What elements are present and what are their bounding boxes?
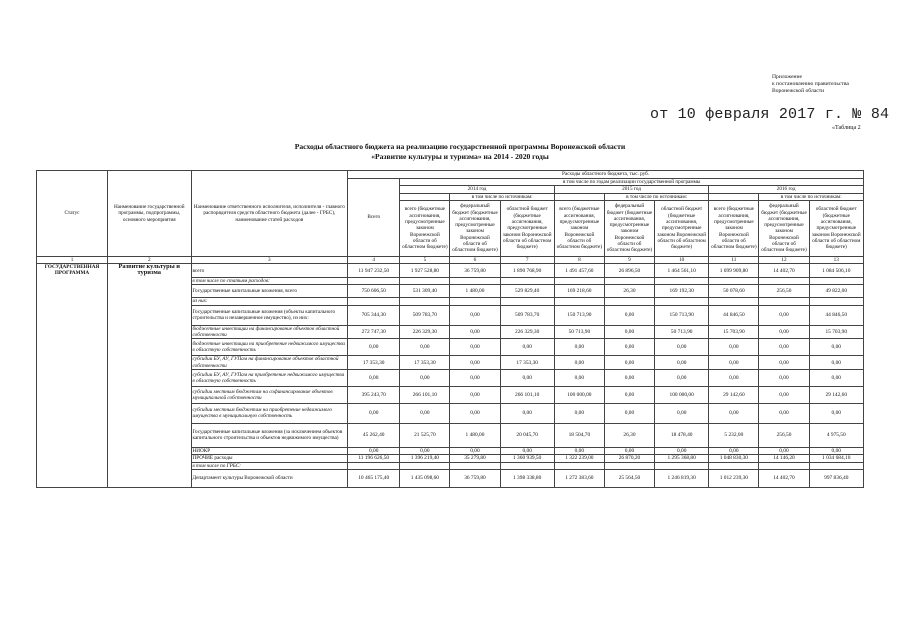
value-cell (655, 462, 709, 469)
value-cell: 0,00 (604, 356, 654, 370)
value-cell: 0,00 (759, 356, 809, 370)
column-number: 10 (655, 256, 709, 263)
value-cell: 0,00 (759, 403, 809, 423)
value-cell (500, 462, 554, 469)
value-cell: 509 783,70 (400, 305, 450, 325)
value-cell: 0,00 (554, 369, 604, 386)
value-cell: 20 045,70 (500, 423, 554, 447)
value-cell: 0,00 (709, 339, 759, 356)
table-row (37, 264, 864, 278)
value-cell: 45 262,40 (348, 423, 400, 447)
value-cell: 0,00 (450, 325, 500, 339)
row-label: Государственные капитальные вложения, всего (191, 285, 348, 298)
value-cell: 1 890 768,90 (500, 264, 554, 278)
row-label: НИОКР (191, 447, 348, 454)
subheader-total: всего (бюджетные ассигнования, предусмотренные законом Воронежской области об областном бюджете) (709, 200, 759, 256)
column-number: 12 (759, 256, 809, 263)
header-sources: в том числе по источникам: (450, 193, 554, 200)
value-cell: 1 360 939,50 (500, 455, 554, 462)
value-cell: 0,00 (450, 369, 500, 386)
value-cell: 1 396 219,40 (400, 455, 450, 462)
value-cell: 14 146,20 (759, 455, 809, 462)
header-status: Статус (37, 171, 108, 257)
column-number: 9 (604, 256, 654, 263)
value-cell: 226 329,30 (500, 325, 554, 339)
header-expenditure-group: Расходы областного бюджета, тыс. руб. (348, 171, 864, 179)
value-cell: 35 279,80 (450, 455, 500, 462)
value-cell: 256,50 (759, 285, 809, 298)
row-label: в том числе по ГРБС: (191, 462, 348, 469)
value-cell: 1 034 684,10 (809, 455, 863, 462)
value-cell: 0,00 (400, 339, 450, 356)
subheader-regional: областной бюджет (бюджетные ассигнования, предусмотренные законом Воронежской области об областном бюджете) (809, 200, 863, 256)
value-cell: 150 713,90 (554, 305, 604, 325)
value-cell: 0,00 (348, 369, 400, 386)
value-cell: 0,00 (604, 403, 654, 423)
value-cell: 15 703,90 (709, 325, 759, 339)
value-cell (400, 278, 450, 285)
value-cell: 18 478,40 (655, 423, 709, 447)
row-label: субсидии БУ, АУ, ГУПам на приобретение недвижимого имущества в областную собственность (191, 369, 348, 386)
value-cell: 26,30 (604, 423, 654, 447)
value-cell: 1 491 457,60 (554, 264, 604, 278)
value-cell: 0,00 (759, 369, 809, 386)
column-numbers-row (37, 256, 864, 263)
value-cell: 14 402,70 (759, 264, 809, 278)
value-cell (604, 462, 654, 469)
value-cell (554, 462, 604, 469)
column-number: 2 (107, 256, 191, 263)
appendix-note (772, 74, 897, 95)
value-cell: 0,00 (655, 447, 709, 454)
value-cell (604, 278, 654, 285)
subheader-total: всего (бюджетные ассигнования, предусмотренные законом Воронежской области об областном бюджете) (400, 200, 450, 256)
subheader-federal: федеральный бюджет (бюджетные ассигнования, предусмотренные законом Воронежской области об областном бюджете) (450, 200, 500, 256)
value-cell: 0,00 (709, 447, 759, 454)
header-total: Всего (348, 179, 400, 257)
value-cell: 1 272 383,60 (554, 469, 604, 487)
header-program-name: Наименование государственной программы, подпрограммы, основного мероприятия (107, 171, 191, 257)
value-cell: 169 192,30 (655, 285, 709, 298)
value-cell (655, 278, 709, 285)
row-label: Государственные капитальные вложения (за исключением объектов капитального строительства и объектов недвижимого имущества) (191, 423, 348, 447)
value-cell: 0,00 (604, 386, 654, 403)
value-cell (450, 298, 500, 305)
value-cell: 25 564,50 (604, 469, 654, 487)
value-cell: 0,00 (500, 447, 554, 454)
expenditure-table (36, 170, 864, 488)
value-cell: 0,00 (709, 403, 759, 423)
value-cell: 1 322 239,00 (554, 455, 604, 462)
value-cell (809, 278, 863, 285)
appendix-line: Воронежской области (772, 88, 825, 94)
value-cell: 1 398 338,80 (500, 469, 554, 487)
value-cell: 0,00 (554, 403, 604, 423)
value-cell: 18 504,70 (554, 423, 604, 447)
value-cell (759, 462, 809, 469)
column-number: 3 (191, 256, 348, 263)
value-cell: 29 142,60 (809, 386, 863, 403)
column-number: 8 (554, 256, 604, 263)
row-label: всего (191, 264, 348, 278)
column-number: 13 (809, 256, 863, 263)
value-cell: 0,00 (348, 403, 400, 423)
value-cell: 750 606,50 (348, 285, 400, 298)
value-cell: 1 048 830,30 (709, 455, 759, 462)
value-cell: 36 759,80 (450, 264, 500, 278)
appendix-line: к постановлению правительства (772, 81, 849, 87)
value-cell: 26 896,50 (604, 264, 654, 278)
value-cell: 17 353,30 (500, 356, 554, 370)
value-cell (759, 278, 809, 285)
value-cell: 4 975,50 (809, 423, 863, 447)
value-cell: 0,00 (759, 386, 809, 403)
value-cell: 0,00 (759, 325, 809, 339)
value-cell: 0,00 (809, 403, 863, 423)
value-cell: 15 703,90 (809, 325, 863, 339)
row-label: ПРОЧИЕ расходы (191, 455, 348, 462)
value-cell: 0,00 (809, 356, 863, 370)
value-cell: 1 435 098,60 (400, 469, 450, 487)
value-cell: 529 829,40 (500, 285, 554, 298)
value-cell: 531 309,40 (400, 285, 450, 298)
value-cell: 0,00 (759, 305, 809, 325)
value-cell: 0,00 (655, 339, 709, 356)
value-cell (709, 298, 759, 305)
column-number: 5 (400, 256, 450, 263)
value-cell: 0,00 (604, 369, 654, 386)
value-cell: 11 947 232,50 (348, 264, 400, 278)
value-cell: 0,00 (809, 447, 863, 454)
value-cell: 1 927 528,80 (400, 264, 450, 278)
value-cell: 17 353,30 (348, 356, 400, 370)
value-cell: 266 101,10 (500, 386, 554, 403)
value-cell (809, 298, 863, 305)
value-cell: 44 846,50 (809, 305, 863, 325)
value-cell (348, 462, 400, 469)
value-cell: 0,00 (655, 369, 709, 386)
value-cell: 0,00 (709, 356, 759, 370)
row-label: в том числе по статьям расходов: (191, 278, 348, 285)
value-cell: 272 747,30 (348, 325, 400, 339)
subheader-federal: федеральный бюджет (бюджетные ассигнования, предусмотренные законом Воронежской области об областном бюджете) (759, 200, 809, 256)
value-cell: 1 099 909,80 (709, 264, 759, 278)
value-cell: 0,00 (450, 403, 500, 423)
value-cell: 100 000,00 (554, 386, 604, 403)
document-title (200, 142, 720, 162)
row-label: бюджетные инвестиции на финансирование объектов областной собственности (191, 325, 348, 339)
subheader-regional: областной бюджет (бюджетные ассигнования, предусмотренные законом Воронежской области об областном бюджете) (655, 200, 709, 256)
value-cell: 0,00 (709, 369, 759, 386)
status-cell: ГОСУДАРСТВЕННАЯ ПРОГРАММА (37, 264, 108, 488)
value-cell: 29 142,60 (709, 386, 759, 403)
value-cell: 14 402,70 (759, 469, 809, 487)
value-cell: 0,00 (604, 305, 654, 325)
value-cell: 0,00 (500, 403, 554, 423)
value-cell (450, 278, 500, 285)
value-cell: 0,00 (554, 356, 604, 370)
value-cell (809, 462, 863, 469)
row-label: из них: (191, 298, 348, 305)
value-cell: 50 078,60 (709, 285, 759, 298)
appendix-line: Приложение (772, 74, 803, 80)
header-executor: Наименование ответственного исполнителя, исполнителя - главного распорядителя средств областного бюджета (далее - ГРБС), наименование статей расходов (191, 171, 348, 257)
value-cell: 0,00 (400, 447, 450, 454)
value-cell (554, 298, 604, 305)
value-cell: 705 344,30 (348, 305, 400, 325)
subheader-regional: областной бюджет (бюджетные ассигнования, предусмотренные законом Воронежской области об областном бюджете) (500, 200, 554, 256)
row-label: бюджетные инвестиции на приобретение недвижимого имущества в областную собственность (191, 339, 348, 356)
value-cell: 0,00 (554, 339, 604, 356)
title-line-1: Расходы областного бюджета на реализацию государственной программы Воронежской области (294, 142, 626, 151)
value-cell: 509 783,70 (500, 305, 554, 325)
value-cell: 1 464 561,10 (655, 264, 709, 278)
value-cell: 50 713,90 (554, 325, 604, 339)
value-cell: 266 101,10 (400, 386, 450, 403)
subheader-federal: федеральный бюджет (бюджетные ассигнования, предусмотренные законом Воронежской области об областном бюджете) (604, 200, 654, 256)
header-sources: в том числе по источникам: (759, 193, 864, 200)
value-cell: 1 295 368,80 (655, 455, 709, 462)
row-label: субсидии местным бюджетам на приобретение недвижимого имущества в муниципальную собственность (191, 403, 348, 423)
value-cell (348, 278, 400, 285)
value-cell: 0,00 (759, 339, 809, 356)
value-cell: 0,00 (604, 447, 654, 454)
value-cell: 0,00 (655, 356, 709, 370)
value-cell: 26,30 (604, 285, 654, 298)
value-cell: 0,00 (604, 325, 654, 339)
value-cell: 0,00 (554, 447, 604, 454)
value-cell: 26 870,20 (604, 455, 654, 462)
value-cell: 0,00 (809, 369, 863, 386)
program-name-cell: Развитие культуры и туризма (107, 264, 191, 488)
value-cell: 44 846,50 (709, 305, 759, 325)
column-number: 4 (348, 256, 400, 263)
value-cell: 17 353,30 (400, 356, 450, 370)
value-cell: 50 713,90 (655, 325, 709, 339)
value-cell: 0,00 (348, 339, 400, 356)
value-cell: 1 480,00 (450, 285, 500, 298)
subheader-total: всего (бюджетные ассигнования, предусмотренные законом Воронежской области об областном бюджете) (554, 200, 604, 256)
value-cell (759, 298, 809, 305)
table-number: «Таблица 2 (832, 125, 861, 131)
value-cell: 21 525,70 (400, 423, 450, 447)
value-cell (348, 298, 400, 305)
value-cell: 1 246 819,30 (655, 469, 709, 487)
header-year-2016: 2016 год (709, 186, 864, 193)
value-cell: 1 012 239,30 (709, 469, 759, 487)
value-cell: 5 232,00 (709, 423, 759, 447)
value-cell: 0,00 (450, 339, 500, 356)
value-cell: 1 480,00 (450, 423, 500, 447)
title-line-2: «Развитие культуры и туризма» на 2014 - 2020 годы (371, 152, 549, 161)
value-cell (400, 298, 450, 305)
header-by-years: в том числе по годам реализации государственной программы (400, 179, 864, 186)
value-cell: 0,00 (400, 369, 450, 386)
row-label: субсидии БУ, АУ, ГУПам на финансирование объектов областной собственности (191, 356, 348, 370)
table-body (37, 264, 864, 488)
row-label: Государственные капитальные вложения (объекты капитального строительства и незавершенное имущество), из них: (191, 305, 348, 325)
value-cell: 0,00 (348, 447, 400, 454)
value-cell: 49 822,00 (809, 285, 863, 298)
value-cell: 0,00 (450, 305, 500, 325)
value-cell (709, 278, 759, 285)
value-cell: 0,00 (759, 447, 809, 454)
value-cell: 0,00 (655, 403, 709, 423)
column-number: 7 (500, 256, 554, 263)
value-cell: 0,00 (809, 339, 863, 356)
value-cell (604, 298, 654, 305)
value-cell: 36 759,80 (450, 469, 500, 487)
value-cell: 395 243,70 (348, 386, 400, 403)
value-cell: 0,00 (500, 339, 554, 356)
header-year-2015: 2015 год (554, 186, 709, 193)
row-label: Департамент культуры Воронежской области (191, 469, 348, 487)
value-cell (500, 298, 554, 305)
value-cell (500, 278, 554, 285)
header-year-2014: 2014 год (400, 186, 555, 193)
column-number: 6 (450, 256, 500, 263)
decree-stamp: от 10 февраля 2017 г. № 84 (650, 106, 890, 123)
value-cell: 169 218,60 (554, 285, 604, 298)
value-cell (554, 278, 604, 285)
value-cell: 226 329,30 (400, 325, 450, 339)
value-cell: 256,50 (759, 423, 809, 447)
value-cell (400, 462, 450, 469)
column-number: 11 (709, 256, 759, 263)
value-cell: 11 196 626,50 (348, 455, 400, 462)
value-cell: 10 465 175,40 (348, 469, 400, 487)
value-cell (450, 462, 500, 469)
value-cell: 0,00 (450, 386, 500, 403)
value-cell: 0,00 (604, 339, 654, 356)
value-cell: 150 713,90 (655, 305, 709, 325)
row-label: субсидии местным бюджетам на софинансирование объектов муниципальной собственности (191, 386, 348, 403)
value-cell (655, 298, 709, 305)
value-cell (709, 462, 759, 469)
value-cell: 0,00 (450, 356, 500, 370)
value-cell: 0,00 (500, 369, 554, 386)
header-sources: в том числе по источникам: (604, 193, 708, 200)
value-cell: 997 836,40 (809, 469, 863, 487)
column-number: 1 (37, 256, 108, 263)
value-cell: 0,00 (450, 447, 500, 454)
value-cell: 1 084 506,10 (809, 264, 863, 278)
value-cell: 100 000,00 (655, 386, 709, 403)
value-cell: 0,00 (400, 403, 450, 423)
